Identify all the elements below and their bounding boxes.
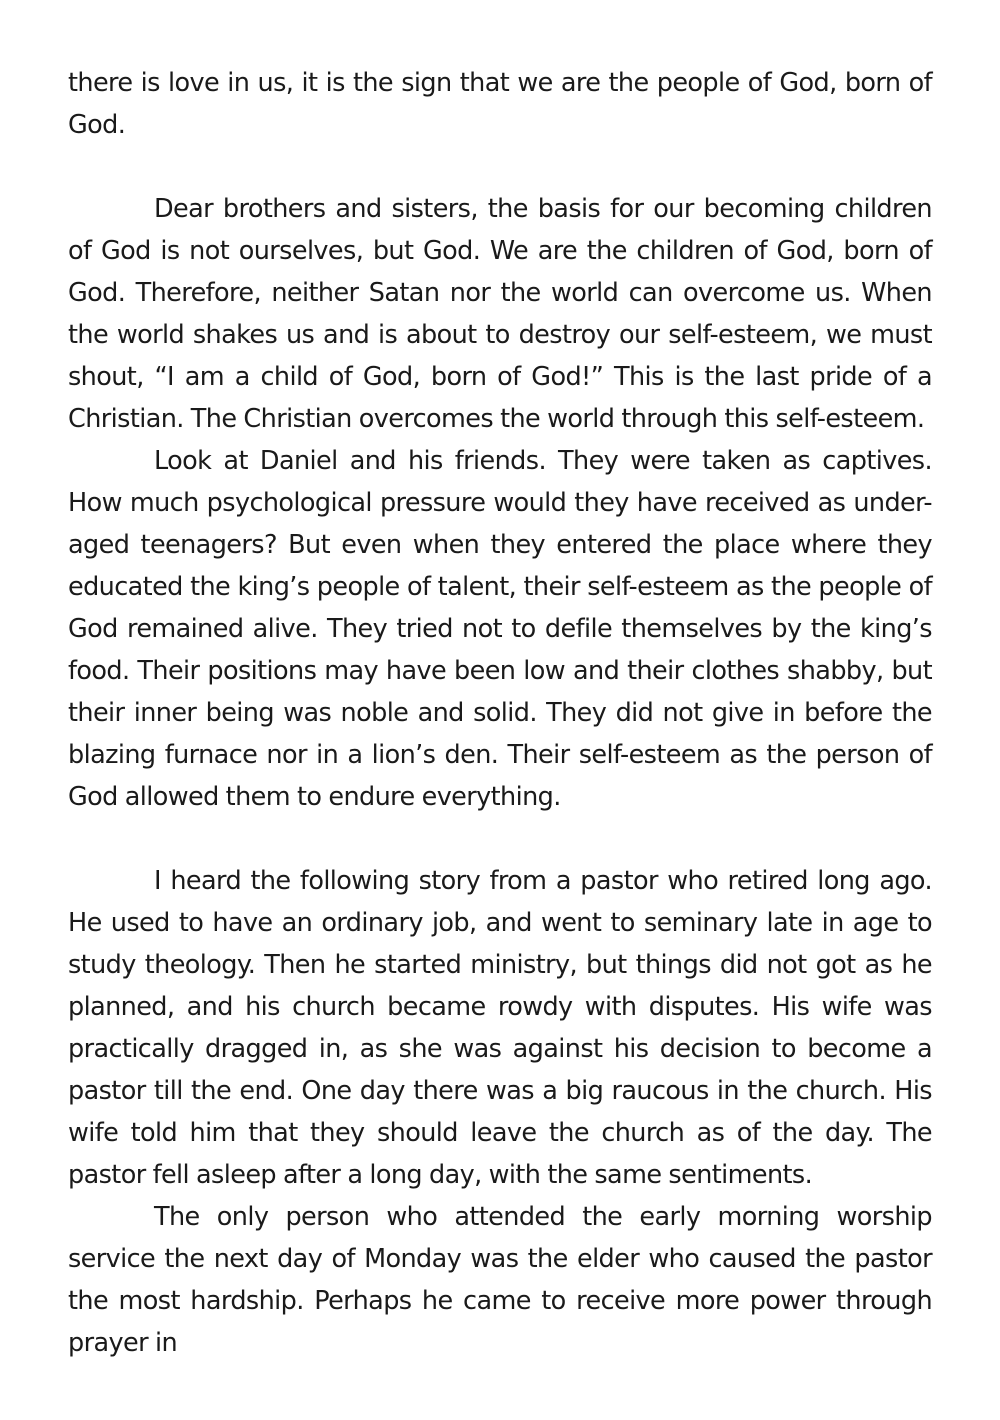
- paragraph-gap: [68, 146, 932, 188]
- document-page: [68, 62, 932, 1364]
- paragraph-2: Dear brothers and sisters, the basis for our becoming children of God is not ourselves, but God. We are the children of God, born of God. Therefore, neither Satan nor the world can overcome us. When the world shakes us and is about to destroy our self-esteem, we must shout, “I am a child of God, born of God!” This is the last pride of a Christian. The Christian overcomes the world through this self-esteem.: [68, 194, 932, 434]
- paragraph-gap: [68, 818, 932, 860]
- paragraph-4: I heard the following story from a pastor who retired long ago. He used to have an ordinary job, and went to seminary late in age to study theology. Then he started ministry, but things did not got as he planned, and his church became rowdy with disputes. His wife was practically dragged in, as she was against his decision to become a pastor till the end. One day there was a big raucous in the church. His wife told him that they should leave the church as of the day. The pastor fell asleep after a long day, with the same sentiments.: [68, 866, 932, 1190]
- paragraph-1: there is love in us, it is the sign that we are the people of God, born of God.: [68, 68, 932, 140]
- paragraph-5: The only person who attended the early morning worship service the next day of Monday was the elder who caused the pastor the most hardship. Perhaps he came to receive more power through prayer in: [68, 1202, 932, 1358]
- paragraph-3: Look at Daniel and his friends. They were taken as captives. How much psychological pressure would they have received as under-aged teenagers? But even when they entered the place where they educated the king’s people of talent, their self-esteem as the people of God remained alive. They tried not to defile themselves by the king’s food. Their positions may have been low and their clothes shabby, but their inner being was noble and solid. They did not give in before the blazing furnace nor in a lion’s den. Their self-esteem as the person of God allowed them to endure everything.: [68, 446, 932, 812]
